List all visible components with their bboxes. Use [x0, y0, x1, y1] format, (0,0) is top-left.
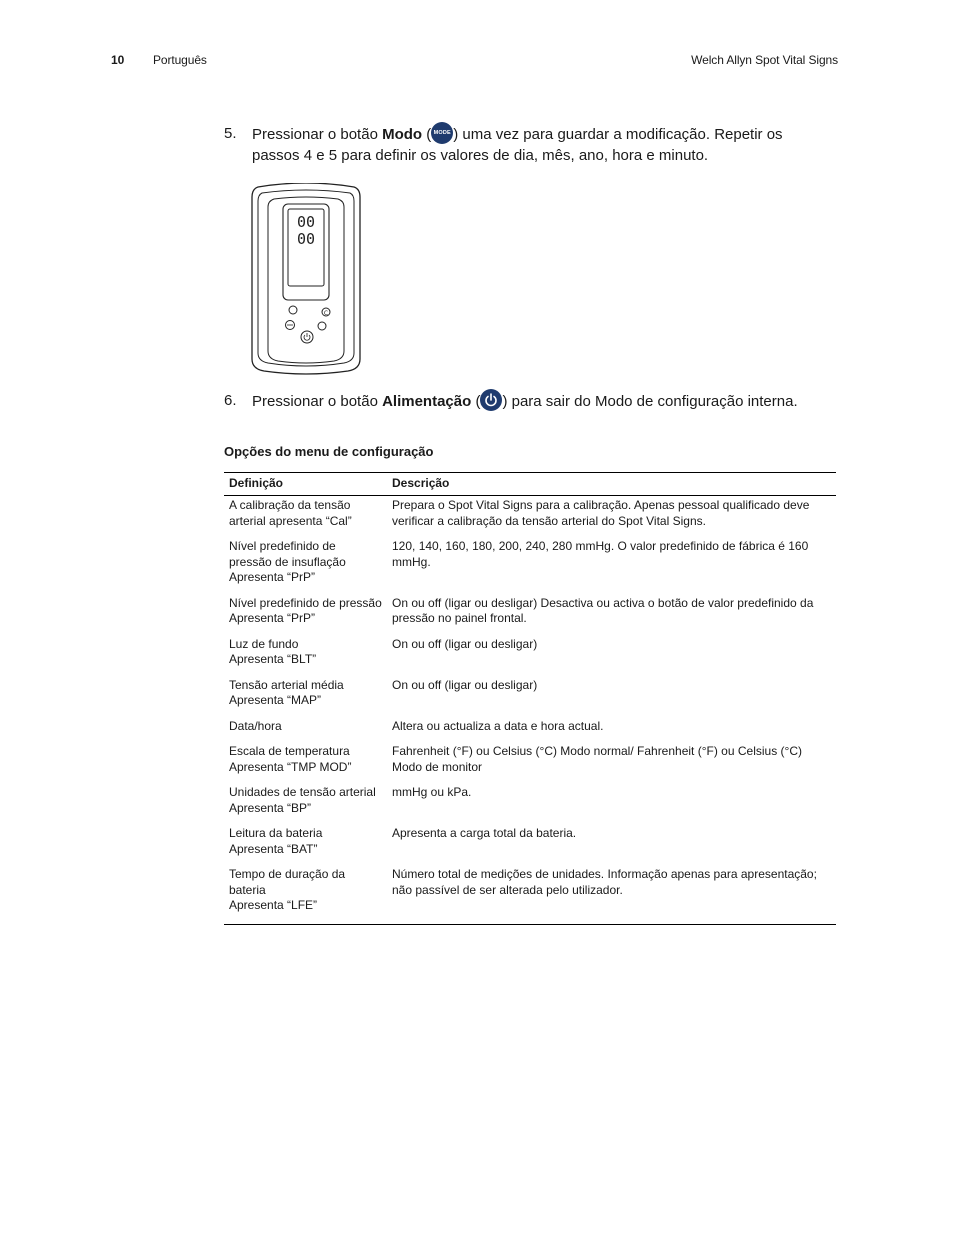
table-row	[224, 826, 836, 867]
definition-line: Nível predefinido de pressão	[229, 595, 382, 610]
definition-line: Apresenta “LFE”	[229, 898, 318, 912]
definition-line: Nível predefinido de	[229, 539, 336, 553]
step-6	[224, 391, 844, 413]
definition-line: Apresenta “PrP”	[229, 570, 316, 584]
definition-line: pressão de insuflação	[229, 554, 346, 569]
definition-cell	[224, 678, 387, 719]
definition-line: Leitura da bateria	[229, 826, 323, 840]
description-cell: On ou off (ligar ou desligar)	[392, 636, 538, 651]
configuration-options-table	[224, 472, 836, 925]
definition-line: arterial apresenta “Cal”	[229, 513, 352, 528]
step-number: 5.	[224, 125, 237, 142]
definition-line: Unidades de tensão arterial	[229, 785, 376, 799]
step-paren: (	[422, 125, 432, 143]
power-button-icon	[480, 389, 502, 411]
description-cell: On ou off (ligar ou desligar) Desactiva ou activa o botão de valor predefinido da pressão no painel frontal.	[392, 595, 814, 625]
definition-line: Tempo de duração da bateria	[229, 867, 346, 897]
table-row	[224, 719, 836, 745]
definition-cell	[224, 539, 387, 596]
description-cell: Apresenta a carga total da bateria.	[392, 826, 577, 840]
mode-button-icon	[431, 122, 453, 144]
step-number: 6.	[224, 392, 237, 409]
vital-signs-monitor-illustration	[250, 183, 362, 375]
header-doc-title: Welch Allyn Spot Vital Signs	[691, 53, 838, 67]
step-button-name: Alimentação	[382, 392, 472, 410]
display-line-2: 00	[296, 230, 316, 248]
description-cell: 120, 140, 160, 180, 200, 240, 280 mmHg. O valor predefinido de fábrica é 160 mmHg.	[392, 539, 809, 569]
description-cell: Número total de medições de unidades. Informação apenas para apresentação; não passível de ser alterada pelo utilizador.	[392, 867, 817, 897]
table-row	[224, 678, 836, 719]
definition-line: Apresenta “MAP”	[229, 693, 322, 707]
step-5	[224, 124, 824, 165]
table-title: Opções do menu de configuração	[224, 444, 434, 459]
svg-text:C: C	[323, 310, 329, 317]
definition-cell	[224, 719, 387, 745]
definition-cell	[224, 867, 387, 924]
definition-cell	[224, 744, 387, 785]
display-line-1: 00	[296, 213, 316, 231]
definition-line: Data/hora	[229, 718, 282, 733]
definition-line: Apresenta “BP”	[229, 800, 312, 815]
table-row	[224, 744, 836, 785]
definition-cell	[224, 596, 387, 637]
definition-line: Apresenta “BAT”	[229, 841, 318, 856]
definition-cell	[224, 785, 387, 826]
step-text: Pressionar o botão	[252, 392, 383, 410]
step-button-name: Modo	[382, 125, 423, 143]
definition-line: A calibração da tensão	[229, 498, 351, 512]
description-cell: On ou off (ligar ou desligar)	[392, 677, 538, 692]
definition-line: Tensão arterial média	[229, 677, 344, 692]
definition-cell	[224, 637, 387, 678]
step-text-after: ) para sair do Modo de configuração interna.	[502, 392, 798, 410]
description-cell: Fahrenheit (°F) ou Celsius (°C) Modo normal/ Fahrenheit (°F) ou Celsius (°C) Modo de monitor	[392, 744, 802, 774]
table-row	[224, 496, 836, 540]
definition-line: Apresenta “TMP MOD”	[229, 759, 352, 774]
table-row	[224, 785, 836, 826]
table-body	[224, 496, 836, 925]
definition-line: Escala de temperatura	[229, 744, 350, 758]
step-text-after: ) uma vez para guardar a modificação. Repetir os passos 4 e 5 para definir os valores de dia, mês, ano, hora e minuto.	[252, 125, 783, 164]
description-cell: Altera ou actualiza a data e hora actual.	[392, 718, 604, 733]
definition-line: Apresenta “BLT”	[229, 652, 317, 666]
page-number: 10	[111, 53, 125, 67]
definition-cell	[224, 496, 387, 540]
column-header-description: Descrição	[387, 473, 836, 496]
step-paren: (	[471, 392, 481, 410]
step-text: Pressionar o botão	[252, 125, 383, 143]
column-header-definition: Definição	[224, 473, 387, 496]
header-language: Português	[153, 53, 207, 67]
definition-line: Luz de fundo	[229, 636, 299, 651]
definition-line: Apresenta “PrP”	[229, 611, 316, 625]
description-cell: Prepara o Spot Vital Signs para a calibração. Apenas pessoal qualificado deve verificar a calibração da tensão arterial do Spot Vital Signs.	[392, 498, 810, 528]
description-cell: mmHg ou kPa.	[392, 785, 472, 799]
mode-icon-label: MODE	[433, 130, 451, 136]
table-row	[224, 637, 836, 678]
definition-cell	[224, 826, 387, 867]
table-row	[224, 596, 836, 637]
table-row	[224, 539, 836, 596]
table-row	[224, 867, 836, 924]
